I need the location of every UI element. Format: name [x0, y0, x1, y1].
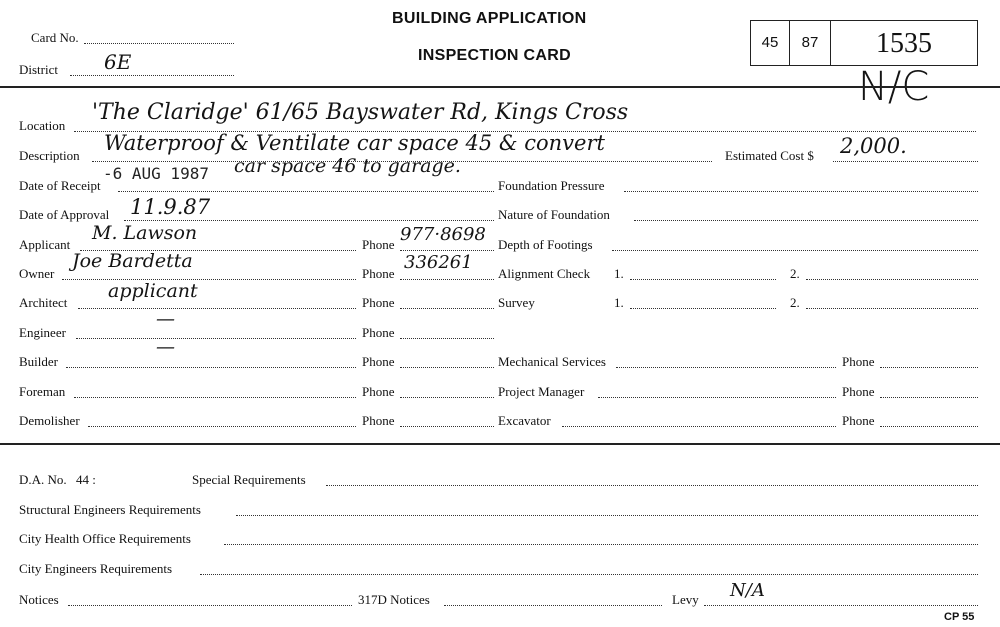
project-manager-dotted-line: [598, 397, 836, 398]
owner-label: Owner: [19, 266, 55, 281]
date-receipt-label: Date of Receipt: [19, 178, 101, 193]
middle-divider: [0, 443, 1000, 445]
estimated-cost-dotted-line: [833, 161, 978, 162]
nature-foundation-dotted-line: [634, 220, 978, 221]
da-no-label: D.A. No.: [19, 472, 67, 487]
architect-label: Architect: [19, 295, 68, 310]
foundation-pressure-dotted-line: [624, 191, 978, 192]
applicant-label: Applicant: [19, 237, 71, 252]
project-manager-label: Project Manager: [498, 384, 585, 399]
notices-dotted-line: [68, 605, 352, 606]
depth-footings-label: Depth of Footings: [498, 237, 593, 252]
box-b-value: 87: [801, 34, 819, 51]
project-manager-phone-label: Phone: [842, 384, 875, 399]
applicant-value: M. Lawson: [92, 222, 198, 244]
estimated-cost-label: Estimated Cost $: [725, 148, 814, 163]
alignment-check-line1: [630, 279, 776, 280]
box-b: [789, 20, 831, 66]
demolisher-dotted-line: [88, 426, 356, 427]
owner-dotted-line: [62, 279, 356, 280]
foundation-pressure-label: Foundation Pressure: [498, 178, 605, 193]
project-manager-phone-dotted-line: [880, 397, 978, 398]
city-engineers-requirements-dotted-line: [200, 574, 978, 575]
notices-label: Notices: [19, 592, 59, 607]
demolisher-label: Demolisher: [19, 413, 80, 428]
excavator-dotted-line: [562, 426, 836, 427]
district-value: 6E: [104, 50, 132, 74]
structural-requirements-dotted-line: [236, 515, 978, 516]
builder-dotted-line: [66, 367, 356, 368]
builder-phone-label: Phone: [362, 354, 395, 369]
survey-line2: [806, 308, 978, 309]
health-requirements-dotted-line: [224, 544, 978, 545]
architect-dotted-line: [78, 308, 356, 309]
foreman-phone-dotted-line: [400, 397, 494, 398]
date-approval-label: Date of Approval: [19, 207, 110, 222]
applicant-phone-label: Phone: [362, 237, 395, 252]
demolisher-phone-dotted-line: [400, 426, 494, 427]
builder-label: Builder: [19, 354, 58, 369]
alignment-check-num1: 1.: [614, 266, 624, 281]
description-value-line2: car space 46 to garage.: [234, 155, 461, 177]
engineer-phone-label: Phone: [362, 325, 395, 340]
location-value: 'The Claridge' 61/65 Bayswater Rd, Kings Cross: [92, 100, 629, 125]
applicant-phone-value: 977·8698: [400, 224, 486, 245]
card-number-box: [830, 20, 978, 66]
excavator-phone-label: Phone: [842, 413, 875, 428]
card-title-line1: BUILDING APPLICATION: [392, 10, 587, 27]
engineer-dotted-line: [76, 338, 356, 339]
notices-317d-dotted-line: [444, 605, 662, 606]
owner-phone-value: 336261: [404, 252, 473, 273]
description-label: Description: [19, 148, 80, 163]
special-requirements-label: Special Requirements: [192, 472, 306, 487]
engineer-phone-dotted-line: [400, 338, 494, 339]
date-receipt-dotted-line: [118, 191, 494, 192]
box-a: [750, 20, 790, 66]
nc-mark: N/C: [858, 64, 930, 110]
description-value-line1: Waterproof & Ventilate car space 45 & convert: [104, 131, 605, 155]
owner-phone-dotted-line: [400, 279, 494, 280]
card-title-line2: INSPECTION CARD: [418, 47, 571, 64]
architect-value: applicant: [108, 280, 198, 302]
mechanical-services-dotted-line: [616, 367, 836, 368]
estimated-cost-value: 2,000.: [840, 134, 907, 158]
survey-line1: [630, 308, 776, 309]
city-engineers-requirements-label: City Engineers Requirements: [19, 561, 173, 576]
card-no-label: Card No.: [31, 30, 79, 45]
da-no-value: 44 :: [76, 472, 96, 487]
notices-317d-label: 317D Notices: [358, 592, 430, 607]
structural-requirements-label: Structural Engineers Requirements: [19, 502, 201, 517]
engineer-value: —: [156, 308, 175, 330]
card-number: 1535: [876, 28, 932, 59]
levy-value: N/A: [730, 580, 765, 601]
owner-phone-label: Phone: [362, 266, 395, 281]
builder-value: —: [156, 336, 175, 358]
date-receipt-stamp: -6 AUG 1987: [103, 164, 209, 183]
depth-footings-dotted-line: [612, 250, 978, 251]
header-divider: [0, 86, 1000, 88]
excavator-label: Excavator: [498, 413, 551, 428]
district-label: District: [19, 62, 58, 77]
alignment-check-line2: [806, 279, 978, 280]
foreman-dotted-line: [74, 397, 356, 398]
owner-value: Joe Bardetta: [72, 250, 193, 272]
nature-foundation-label: Nature of Foundation: [498, 207, 610, 222]
date-approval-dotted-line: [124, 220, 494, 221]
architect-phone-dotted-line: [400, 308, 494, 309]
box-a-value: 45: [761, 34, 779, 51]
excavator-phone-dotted-line: [880, 426, 978, 427]
foreman-label: Foreman: [19, 384, 66, 399]
alignment-check-label: Alignment Check: [498, 266, 591, 281]
alignment-check-num2: 2.: [790, 266, 800, 281]
demolisher-phone-label: Phone: [362, 413, 395, 428]
survey-num1: 1.: [614, 295, 624, 310]
form-code: CP 55: [944, 611, 975, 623]
special-requirements-dotted-line: [326, 485, 978, 486]
architect-phone-label: Phone: [362, 295, 395, 310]
builder-phone-dotted-line: [400, 367, 494, 368]
foreman-phone-label: Phone: [362, 384, 395, 399]
survey-num2: 2.: [790, 295, 800, 310]
location-label: Location: [19, 118, 66, 133]
date-approval-value: 11.9.87: [130, 195, 211, 219]
health-requirements-label: City Health Office Requirements: [19, 531, 191, 546]
applicant-phone-dotted-line: [400, 250, 494, 251]
mechanical-phone-label: Phone: [842, 354, 875, 369]
mechanical-phone-dotted-line: [880, 367, 978, 368]
engineer-label: Engineer: [19, 325, 66, 340]
survey-label: Survey: [498, 295, 535, 310]
mechanical-services-label: Mechanical Services: [498, 354, 606, 369]
district-dotted-line: [70, 75, 234, 76]
levy-label: Levy: [672, 592, 699, 607]
levy-dotted-line: [704, 605, 978, 606]
card-no-dotted-line: [84, 43, 234, 44]
